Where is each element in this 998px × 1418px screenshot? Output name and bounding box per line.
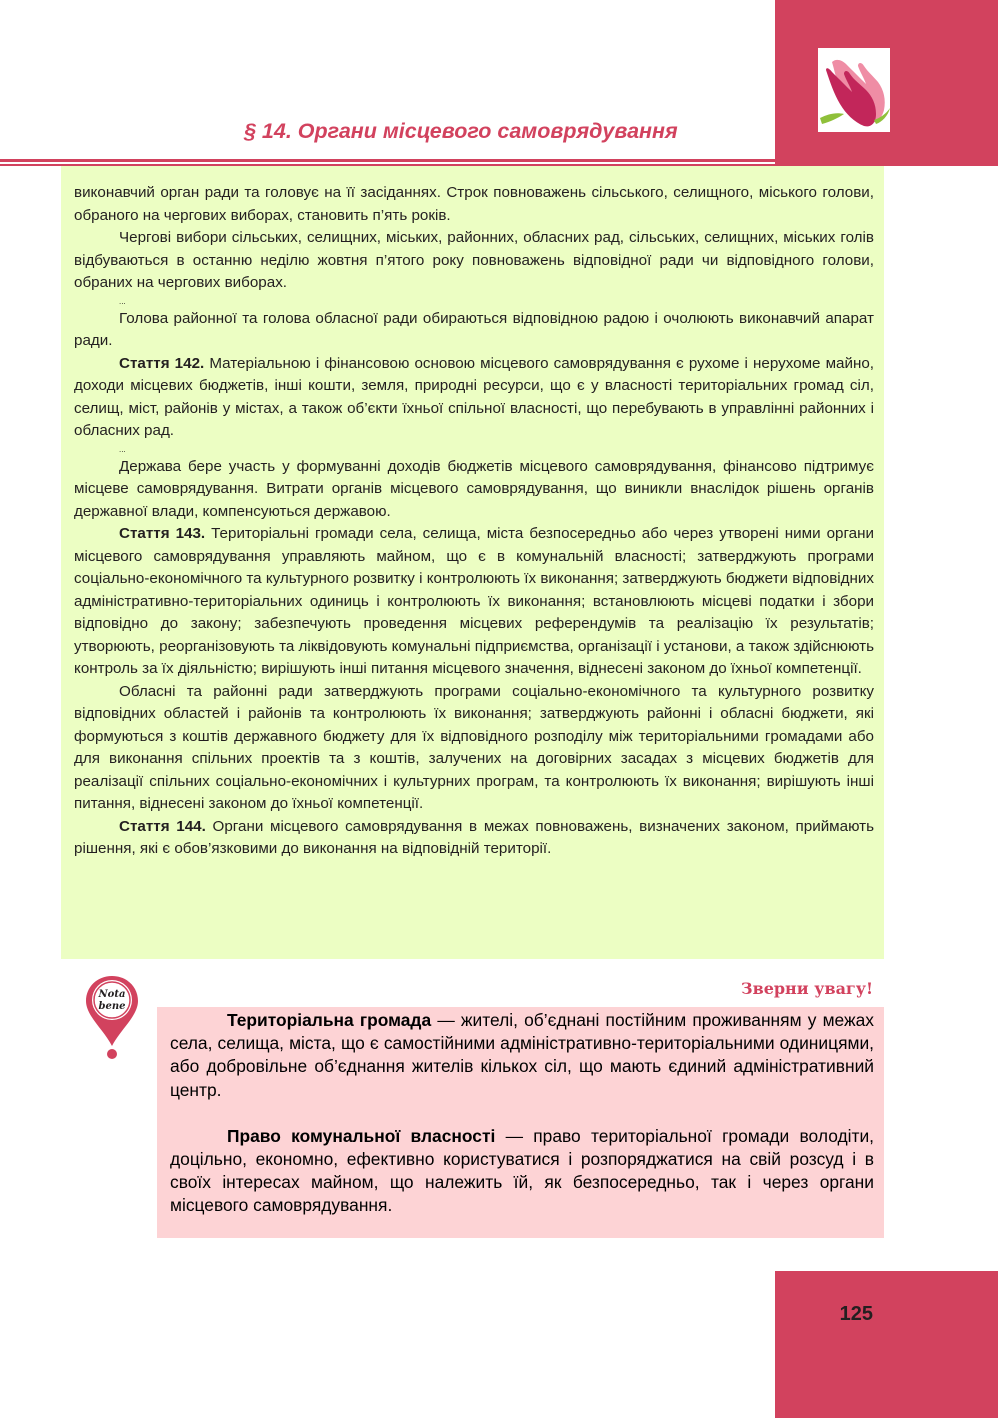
article-143 xyxy=(74,523,874,681)
article-label: Стаття 143. xyxy=(119,525,206,542)
article-label: Стаття 142. xyxy=(119,354,205,372)
footer-accent-block xyxy=(775,1271,998,1418)
excerpt-paragraph: Голова районної та голова обласної ради обираються відповідною радою і очолюють виконавчий апарат ради. xyxy=(74,309,874,349)
article-144 xyxy=(74,816,874,861)
nota-bene-pin-icon xyxy=(84,974,140,1060)
omission-mark: ... xyxy=(119,444,126,454)
definition-communal-property xyxy=(170,1125,874,1218)
page-number: 125 xyxy=(839,1303,873,1325)
excerpt-paragraph: Держава бере участь у формуванні доходів бюджетів місцевого самоврядування, фінансово підтримує місцеве самоврядування. Витрати органів місцевого самоврядування, що виникли внаслідок рішень органів державної влади, компенсуються державою. xyxy=(74,457,874,520)
article-142 xyxy=(74,353,874,443)
constitution-excerpt-text xyxy=(74,182,874,861)
excerpt-paragraph: Чергові вибори сільських, селищних, міських, районних, обласних рад, сільських, селищних, міських голів відбуваються в останню неділю жовтня п’ятого року повноважень відповідної ради чи відповідного голови, обраних на чергових виборах. xyxy=(74,229,874,291)
definitions-gap xyxy=(170,1102,874,1125)
logo-frame xyxy=(818,48,890,132)
article-text: Органи місцевого самоврядування в межах повноважень, визначених законом, приймають рішення, які є обов’язковими до виконання на відповідній території. xyxy=(74,817,874,857)
definitions-text xyxy=(170,1009,874,1218)
omission-mark: ... xyxy=(119,296,126,306)
article-text: Територіальні громади села, селища, міста безпосередньо або через утворені ними органи місцевого самоврядування управляють майном, що є в комунальній власності; затверджують програми соціально-економічного та культурного розвитку і контролюють їх виконання; затверджують бюджети відповідних адміністративно-територіальних одиниць і контролюють їх виконання; встановлюють місцеві податки і збори відповідно до закону; забезпечують проведення місцевих референдумів та реалізацію їх результатів; утворюють, реорганізовують та ліквідовують комунальні підприємства, організації і установи, а також здійснюють контроль за їх діяльністю; вирішують інші питання місцевого значення, віднесені законом до їхньої компетенції. xyxy=(74,525,874,677)
excerpt-paragraph: виконавчий орган ради та головує на її засіданнях. Строк повноважень сільського, селищного, міського голови, обраного на чергових виборах, становить п’ять років. xyxy=(74,184,874,224)
definition-text: — право територіальної громади володіти, доцільно, економно, ефективно користуватися і розпоряджатися на свій розсуд і в своїх інтересах майном, що належить їй, як безпосередньо, так і через органи місцевого самоврядування. xyxy=(170,1125,875,1216)
header-rule xyxy=(0,159,775,162)
definition-term: Право комунальної власності xyxy=(227,1125,496,1146)
hands-bird-logo-icon xyxy=(818,48,890,132)
article-text: Матеріальною і фінансовою основою місцевого самоврядування є рухоме і нерухоме майно, доходи місцевих бюджетів, інші кошти, земля, природні ресурси, що є у власності територіальних громад сіл, селищ, міст, районів у містах, а також об’єкти їхньої спільної власності, що перебувають в управлінні районних і обласних рад. xyxy=(74,354,874,439)
definition-term: Територіальна громада xyxy=(227,1010,432,1030)
article-label: Стаття 144. xyxy=(119,817,206,835)
definition-text: — жителі, об’єднані постійним проживанням у межах села, селища, міста, що є самостійними адміністративно-територіальними одиницями, або добровільне об’єднання жителів кількох сіл, що мають єдиний адміністративний центр. xyxy=(170,1010,875,1100)
excerpt-paragraph: Обласні та районні ради затверджують програми соціально-економічного та культурного розвитку відповідних областей і районів та контролюють їх виконання; затверджують районні і обласні бюджети, які формуються з коштів державного бюджету для їх відповідного розподілу між територіальними громадами або для виконання спільних проектів та з коштів, залучених на договірних засадах з місцевих бюджетів для реалізації спільних соціально-економічних і культурних програм, та контролюють їх виконання; вирішують інші питання, віднесені законом до їхньої компетенції. xyxy=(74,682,874,812)
nota-label: Nota xyxy=(98,989,126,1000)
chapter-title: § 14. Органи місцевого самоврядування xyxy=(244,119,678,143)
definition-territorial-community xyxy=(170,1009,874,1102)
attention-heading: Зверни увагу! xyxy=(741,979,873,998)
bene-label: bene xyxy=(98,1001,126,1012)
